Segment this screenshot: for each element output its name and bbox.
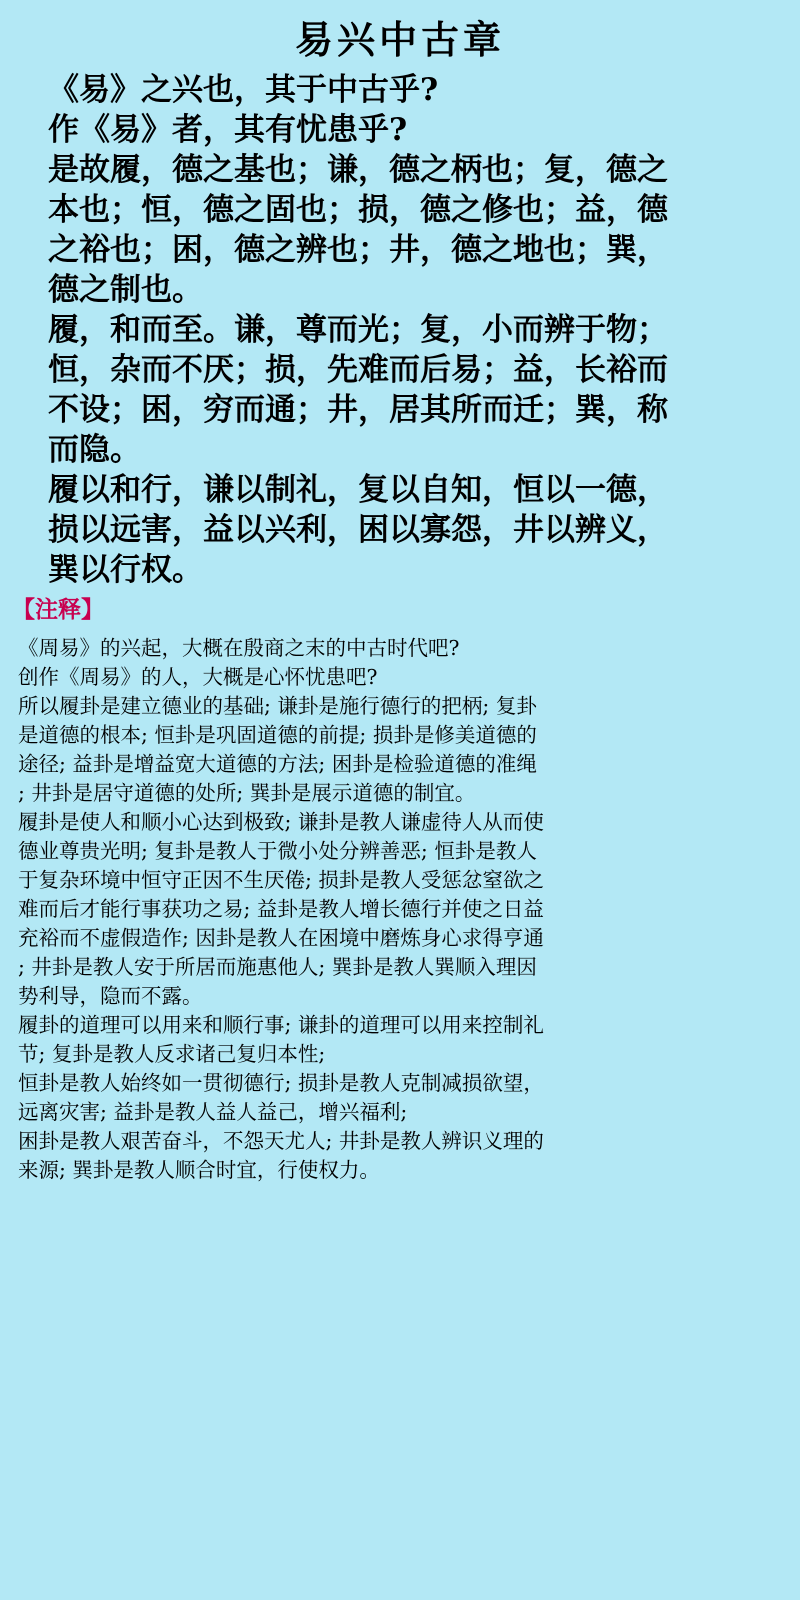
classic-text — [48, 70, 758, 590]
note-line: 节; 复卦是教人反求诸己复归本性; — [18, 1042, 326, 1066]
note-line: 履卦的道理可以用来和顺行事; 谦卦的道理可以用来控制礼 — [18, 1013, 544, 1037]
classic-line: 《易》之兴也，其于中古乎? — [48, 72, 439, 108]
notes-text — [18, 634, 778, 1185]
classic-line: 德之制也。 — [48, 272, 203, 308]
note-line: 是道德的根本; 恒卦是巩固道德的前提; 损卦是修美道德的 — [18, 723, 537, 747]
classic-line: 而隐。 — [48, 432, 141, 468]
note-line: 恒卦是教人始终如一贯彻德行; 损卦是教人克制减损欲望， — [18, 1071, 544, 1095]
classic-line: 履以和行，谦以制礼，复以自知，恒以一德， — [48, 472, 668, 508]
page-title: 易兴中古章 — [294, 17, 505, 62]
note-line: 难而后才能行事获功之易; 益卦是教人增长德行并使之日益 — [18, 897, 544, 921]
note-line: 远离灾害; 益卦是教人益人益己，增兴福利; — [18, 1100, 408, 1124]
classic-line: 是故履，德之基也；谦，德之柄也；复，德之 — [48, 152, 668, 188]
classic-line: 不设；困，穷而通；井，居其所而迁；巽，称 — [48, 392, 668, 428]
note-line: 《周易》的兴起，大概在殷商之末的中古时代吧? — [18, 636, 460, 660]
classic-line: 损以远害，益以兴利，困以寡怨，井以辨义， — [48, 512, 668, 548]
note-line: 于复杂环境中恒守正因不生厌倦; 损卦是教人受惩忿窒欲之 — [18, 868, 544, 892]
classic-line: 履，和而至。谦，尊而光；复，小而辨于物； — [48, 312, 668, 348]
note-line: 充裕而不虚假造作; 因卦是教人在困境中磨炼身心求得亨通 — [18, 926, 544, 950]
note-line: 履卦是使人和顺小心达到极致; 谦卦是教人谦虚待人从而使 — [18, 810, 544, 834]
note-line: ; 井卦是教人安于所居而施惠他人; 巽卦是教人巽顺入理因 — [18, 955, 537, 979]
note-line: 途径; 益卦是增益宽大道德的方法; 困卦是检验道德的准绳 — [18, 752, 537, 776]
notes-heading: 【注释】 — [12, 597, 104, 623]
note-line: 势利导，隐而不露。 — [18, 984, 203, 1008]
note-line: 来源; 巽卦是教人顺合时宜，行使权力。 — [18, 1158, 380, 1182]
note-line: 困卦是教人艰苦奋斗，不怨天尤人; 井卦是教人辨识义理的 — [18, 1129, 544, 1153]
classic-line: 恒，杂而不厌；损，先难而后易；益，长裕而 — [48, 352, 668, 388]
classic-line: 之裕也；困，德之辨也；井，德之地也；巽， — [48, 232, 668, 268]
classic-line: 巽以行权。 — [48, 552, 203, 588]
classic-line: 作《易》者，其有忧患乎? — [48, 112, 408, 148]
note-line: ; 井卦是居守道德的处所; 巽卦是展示道德的制宜。 — [18, 781, 476, 805]
note-line: 创作《周易》的人，大概是心怀忧患吧? — [18, 665, 378, 689]
note-line: 所以履卦是建立德业的基础; 谦卦是施行德行的把柄; 复卦 — [18, 694, 537, 718]
classic-line: 本也；恒，德之固也；损，德之修也；益，德 — [48, 192, 668, 228]
note-line: 德业尊贵光明; 复卦是教人于微小处分辨善恶; 恒卦是教人 — [18, 839, 537, 863]
